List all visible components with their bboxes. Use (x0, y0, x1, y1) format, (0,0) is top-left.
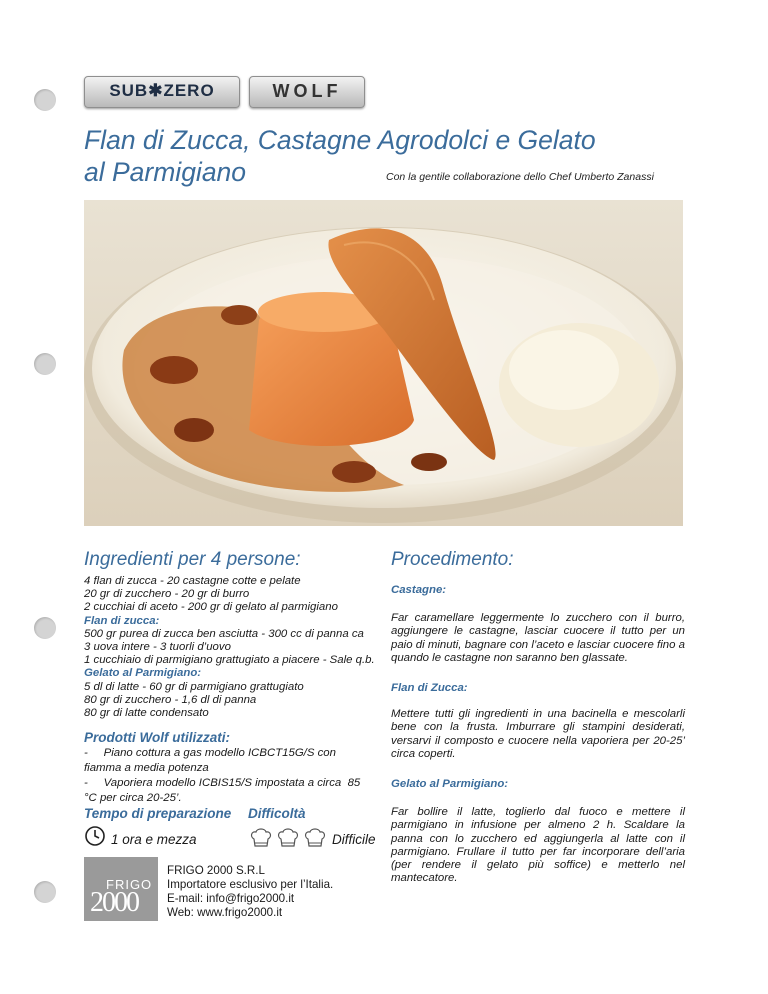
chef-hat-icon (277, 828, 299, 848)
prep-time-heading: Tempo di preparazione (84, 806, 232, 821)
company-info (167, 864, 333, 920)
ingredient-line: 3 uova intere - 3 tuorli d’uovo (84, 641, 231, 654)
ingredient-line: 80 gr di latte condensato (84, 707, 209, 720)
ingredient-subheading: Gelato al Parmigiano: (84, 667, 202, 680)
dish-photo (84, 200, 683, 526)
clock-icon (84, 825, 106, 847)
procedure-heading: Procedimento: (391, 549, 514, 570)
product-line: fiamma a media potenza (84, 762, 209, 774)
frigo2000-logo-num: 2000 (90, 887, 138, 918)
products-list (84, 746, 384, 806)
ingredients-list (84, 575, 384, 720)
company-email: E-mail: info@frigo2000.it (167, 892, 295, 905)
frigo2000-logo (84, 857, 158, 921)
flan-text: Mettere tutti gli ingredienti in una bacinella e mescolarli bene con la frusta. Imburrare gli stampini desiderati, versarvi il composto e cuocere nella vaporiera per 20-25’ circa coperti. (391, 708, 685, 760)
ingredient-line: 4 flan di zucca - 20 castagne cotte e pelate (84, 575, 301, 587)
prep-time-value: 1 ora e mezza (111, 832, 197, 847)
ingredient-line: 2 cucchiai di aceto - 200 gr di gelato al parmigiano (84, 601, 338, 614)
binder-hole (34, 881, 56, 903)
chef-hat-icon (304, 828, 326, 848)
company-web: Web: www.frigo2000.it (167, 906, 283, 919)
wolf-logo-text: WOLF (272, 81, 342, 101)
product-line: °C per circa 20-25’. (84, 792, 182, 804)
binder-hole (34, 617, 56, 639)
recipe-title-line1: Flan di Zucca, Castagne Agrodolci e Gelato (84, 125, 596, 155)
castagne-text: Far caramellare leggermente lo zucchero con il burro, aggiungere le castagne, lasciar cuocere il tutto per un paio di minuti, bagnare con l’aceto e lasciar cuocere fino a quando le castagne non saranno ben glassate. (391, 612, 685, 664)
castagne-subheading: Castagne: (391, 584, 447, 596)
chef-hat-icon (250, 828, 272, 848)
product-line: - Piano cottura a gas modello ICBCT15G/S con (84, 747, 336, 759)
binder-hole (34, 353, 56, 375)
products-heading: Prodotti Wolf utilizzati: (84, 730, 230, 745)
ingredient-line: 5 dl di latte - 60 gr di parmigiano grattugiato (84, 680, 304, 693)
recipe-title-line2: al Parmigiano (84, 157, 247, 187)
company-name: FRIGO 2000 S.R.L (167, 864, 265, 877)
flan-subheading: Flan di Zucca: (391, 682, 468, 694)
product-line: - Vaporiera modello ICBIS15/S impostata a circa 85 (84, 777, 361, 789)
gelato-text: Far bollire il latte, toglierlo dal fuoco e mettere il parmigiano in infusione per almeno 2 h. Scaldare la panna con lo zucchero ed aggiungerla al latte con il parmigiano. Frullare il tutto per far incorporare dell’aria (per rendere il gelato più soffice) e metterlo nel mantecatore. (391, 806, 685, 885)
ingredient-subheading: Flan di zucca: (84, 614, 160, 627)
binder-hole (34, 89, 56, 111)
difficulty-value: Difficile (332, 832, 376, 847)
company-desc: Importatore esclusivo per l’Italia. (167, 878, 334, 891)
subzero-logo (84, 76, 240, 108)
ingredient-line: 500 gr purea di zucca ben asciutta - 300 cc di panna ca (84, 627, 364, 640)
wolf-logo (249, 76, 365, 108)
ingredients-heading: Ingredienti per 4 persone: (84, 549, 301, 570)
ingredient-line: 1 cucchiaio di parmigiano grattugiato a piacere - Sale q.b. (84, 654, 375, 667)
subzero-logo-text: SUB✱ZERO (109, 81, 215, 100)
chef-credit: Con la gentile collaborazione dello Chef Umberto Zanassi (386, 171, 654, 183)
frigo2000-logo-top: FRIGO (106, 877, 153, 892)
ingredient-line: 20 gr di zucchero - 20 gr di burro (84, 588, 250, 601)
ingredient-line: 80 gr di zucchero - 1,6 dl di panna (84, 693, 257, 706)
difficulty-heading: Difficoltà (248, 806, 306, 821)
gelato-subheading: Gelato al Parmigiano: (391, 778, 509, 790)
